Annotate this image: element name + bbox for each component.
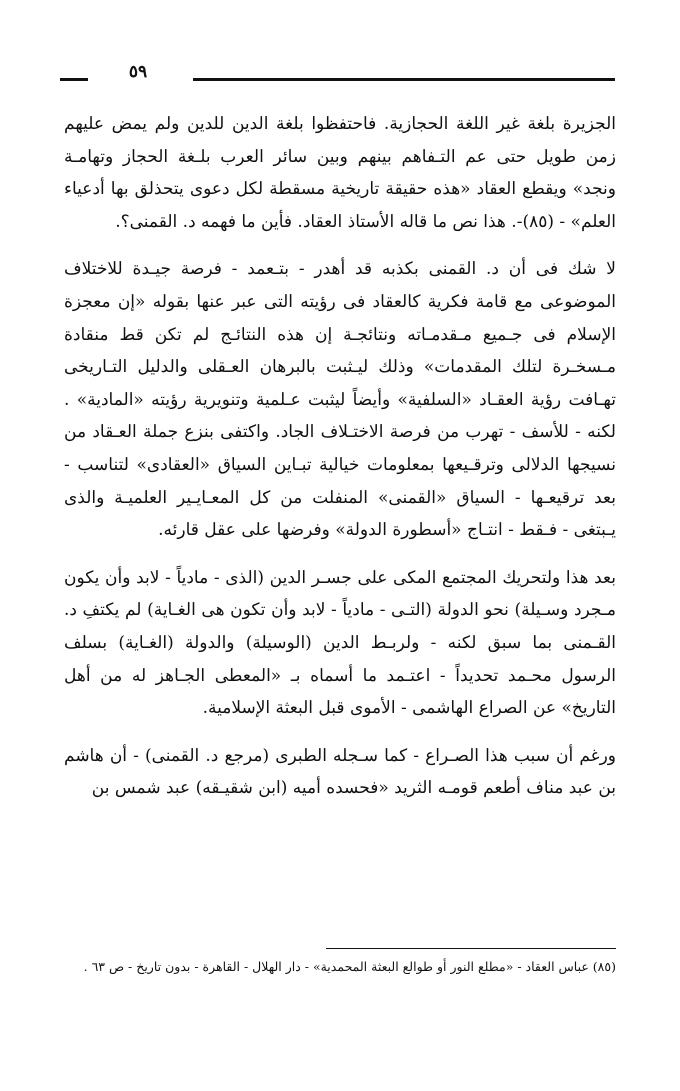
footnote-separator [326, 948, 616, 949]
paragraph: الجزيرة بلغة غير اللغة الحجازية. فاحتفظوا بلغة الدين للدين ولم يمض عليهم زمن طويل حتى عم التـفاهم بينهم وبين سائر العرب بلـغة الحجاز وتهامـة ونجد» ويقطع العقاد «هذه حقيقة تاريخية مسقطة لكل دعوى يتحذلق بها أدعياء العلم» - (٨٥)-. هذا نص ما قاله الأستاذ العقاد. فأين ما فهمه د. القمنى؟. [64, 114, 616, 232]
footnote: (٨٥) عباس العقاد - «مطلع النور أو طوالع البعثة المحمدية» - دار الهلال - القاهرة - بدون تاريخ - ص ٦٣ . [83, 959, 616, 974]
page-number: ٥٩ [128, 62, 148, 82]
body-text [64, 108, 616, 820]
header-rule-right [193, 78, 615, 81]
page-header [60, 62, 615, 86]
paragraph: ورغم أن سبب هذا الصـراع - كما سـجله الطبرى (مرجع د. القمنى) - أن هاشم بن عبد مناف أطعم قومـه الثريد «فحسده أميه (ابن شقيـقه) عبد شمس بن [64, 745, 616, 799]
paragraph: بعد هذا ولتحريك المجتمع المكى على جسـر الدين (الذى - مادياً - لابد وأن يكون مـجرد وسـيلة) نحو الدولة (التـى - مادياً - لابد وأن تكون هى الغـاية) لم يكتفِ د. القـمنى بما سبق لكنه - ولربـط الدين (الوسيلة) والدولة (الغـاية) بسلف الرسول محـمد تحديداً - اعتـمد ما أسماه بـ «المعطى الجـاهز له من أهل التاريخ» عن الصراع الهاشمى - الأموى قبل البعثة الإسلامية. [64, 567, 616, 719]
paragraph: لا شك فى أن د. القمنى بكذبه قد أهدر - بتـعمد - فرصة جيـدة للاختلاف الموضوعى مع قامة فكرية كالعقاد فى رؤيته التى عبر عنها بقوله «إن معجزة الإسلام فى جـميع مـقدمـاته ونتائجـة إن هذه النتائـج لم تكن قط منقادة مـسخـرة لتلك المقدمات» وذلك ليـثبت بالبرهان العـقلى والدليل التـاريخى تهـافت رؤية العقـاد «السلفية» وأيضاً ليثبت عـلمية وتنويرية رؤيته «المادية» . لكنه - للأسف - تهرب من فرصة الاختـلاف الجاد. واكتفى بنزع جملة العـقاد من نسيجها الدلالى وترقـيعها بمعلومات خيالية تبـاين السياق «العقادى» لتناسب - بعد ترقيعـها - السياق «القمنى» المنفلت من كل المعـايـير العلميـة والذى يـبتغى - فـقط - انتـاج «أسطورة الدولة» وفرضها على عقل قارئه. [64, 259, 616, 541]
header-rule-left [60, 78, 88, 81]
